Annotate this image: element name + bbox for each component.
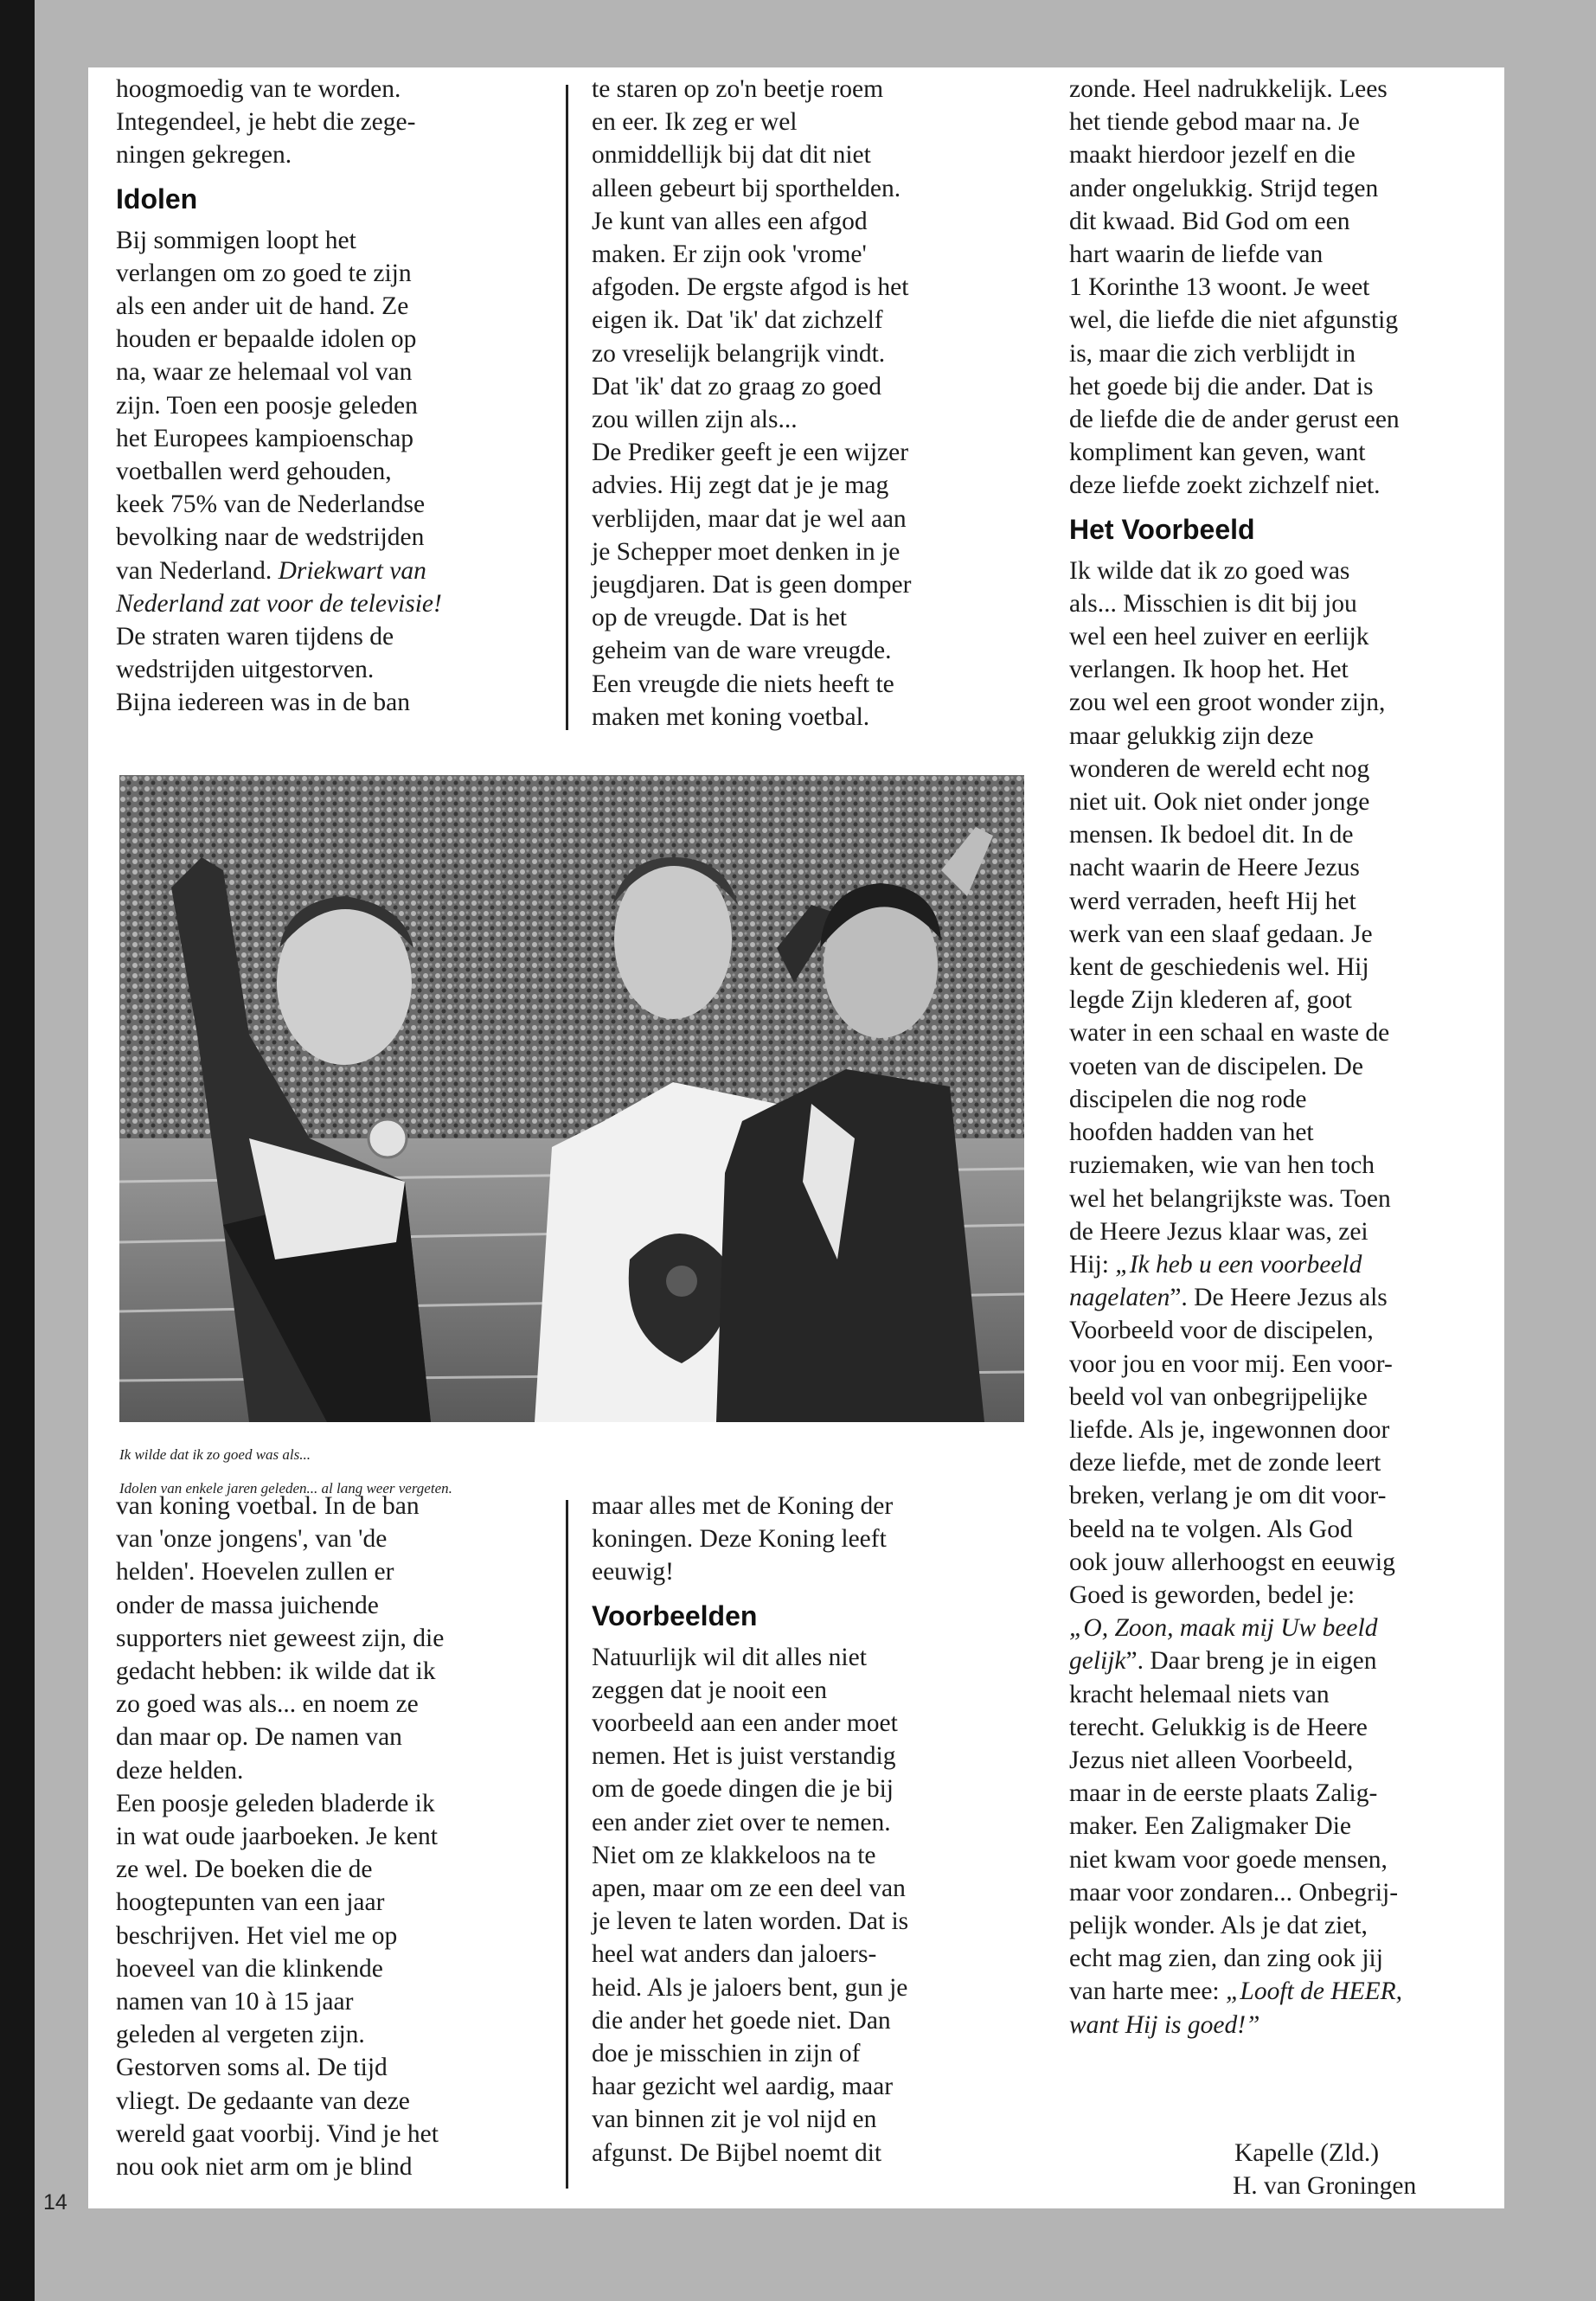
text-line: de liefde die de ander gerust een	[1069, 406, 1400, 434]
text-line: De straten waren tijdens de	[116, 623, 394, 651]
col3-line-gelijk	[1069, 1644, 1510, 1677]
text-line: Ik wilde dat ik zo goed was als...	[119, 1446, 311, 1463]
text-line: maar alles met de Koning der	[592, 1492, 894, 1520]
text-line: geleden al vergeten zijn.	[116, 2021, 365, 2049]
text-line: maken. Er zijn ook 'vrome'	[592, 240, 867, 269]
text-line: om de goede dingen die je bij	[592, 1775, 894, 1804]
italic-text: nagelaten	[1069, 1284, 1170, 1312]
text-line: kracht helemaal niets van	[1069, 1680, 1330, 1708]
text: Hij:	[1069, 1250, 1116, 1279]
col2-bottom-lines-a	[592, 1490, 1033, 1589]
text-line: pelijk wonder. Als je dat ziet,	[1069, 1911, 1368, 1939]
text-line: maar voor zondaren... Onbegrij-	[1069, 1878, 1399, 1907]
text-line: zou willen zijn als...	[592, 406, 798, 434]
heading-idolen: Idolen	[116, 183, 198, 215]
text-line: Jezus niet alleen Voorbeeld,	[1069, 1746, 1354, 1774]
text-line: zeggen dat je nooit een	[592, 1676, 827, 1704]
text-line: een ander ziet over te nemen.	[592, 1808, 891, 1836]
text-line: afgunst. De Bijbel noemt dit	[592, 2138, 882, 2167]
text-line: deze helden.	[116, 1756, 244, 1785]
text-line: ze wel. De boeken die de	[116, 1856, 373, 1884]
text-line: als een ander uit de hand. Ze	[116, 292, 409, 321]
text-line: water in een schaal en waste de	[1069, 1019, 1390, 1048]
column-1-top	[116, 73, 548, 720]
italic-text: gelijk	[1069, 1647, 1126, 1676]
text-line: kent de geschiedenis wel. Hij	[1069, 953, 1369, 982]
col1-line-televisie: Nederland zat voor de televisie!	[116, 589, 442, 618]
text-line: dan maar op. De namen van	[116, 1723, 402, 1752]
text-line: te staren op zo'n beetje roem	[592, 75, 884, 103]
col1-line-driekwart	[116, 554, 548, 587]
text-line: houden er bepaalde idolen op	[116, 325, 417, 354]
text-line: 1 Korinthe 13 woont. Je weet	[1069, 273, 1370, 302]
text-line: hoofden hadden van het	[1069, 1118, 1314, 1147]
text-line: Niet om ze klakkeloos na te	[592, 1841, 876, 1869]
text-line: na, waar ze helemaal vol van	[116, 358, 413, 387]
col3-line-zoon: „O, Zoon, maak mij Uw beeld	[1069, 1614, 1378, 1643]
col3-line-last: want Hij is goed!”	[1069, 2010, 1260, 2039]
text-line: apen, maar om ze een deel van	[592, 1875, 906, 1903]
text-line: beeld na te volgen. Als God	[1069, 1515, 1353, 1543]
text-line: niet kwam voor goede mensen,	[1069, 1845, 1388, 1874]
photo-podium-swimmers	[119, 775, 1024, 1422]
text-line: Natuurlijk wil dit alles niet	[592, 1643, 867, 1671]
text-line: Bijna iedereen was in de ban	[116, 689, 410, 717]
text-line: De Prediker geeft je een wijzer	[592, 439, 909, 467]
text-line: afgoden. De ergste afgod is het	[592, 273, 909, 302]
column-3	[1069, 73, 1510, 2041]
text-line: van koning voetbal. In de ban	[116, 1492, 420, 1520]
text-line: maar in de eerste plaats Zalig-	[1069, 1779, 1378, 1808]
italic-text: „Ik heb u een voorbeeld	[1115, 1250, 1362, 1279]
page-spine-shadow	[0, 0, 35, 2301]
text-line: Je kunt van alles een afgod	[592, 207, 868, 235]
text-line: heel wat anders dan jaloers-	[592, 1940, 877, 1969]
text-line: zonde. Heel nadrukkelijk. Lees	[1069, 75, 1388, 103]
text-line: Integendeel, je hebt die zege-	[116, 108, 416, 137]
signature-author: H. van Groningen	[1233, 2172, 1417, 2200]
text: van harte mee:	[1069, 1977, 1227, 2006]
photo-illustration	[119, 775, 1024, 1422]
text-line: alleen gebeurt bij sporthelden.	[592, 174, 901, 202]
text-line: koningen. Deze Koning leeft	[592, 1525, 887, 1554]
text-line: ruziemaken, wie van hen toch	[1069, 1151, 1375, 1180]
text-line: onder de massa juichende	[116, 1591, 379, 1619]
text-line: helden'. Hoevelen zullen er	[116, 1558, 394, 1586]
text-line: wedstrijden uitgestorven.	[116, 656, 375, 684]
text-line: maar gelukkig zijn deze	[1069, 721, 1314, 750]
col3-line-nagelaten	[1069, 1281, 1510, 1314]
heading-voorbeelden: Voorbeelden	[592, 1599, 758, 1631]
text-line: Ik wilde dat ik zo goed was	[1069, 556, 1350, 585]
text-line: hoogtepunten van een jaar	[116, 1888, 385, 1917]
text-line: hoeveel van die klinkende	[116, 1954, 383, 1983]
signature	[1233, 2137, 1416, 2202]
text-line: hart waarin de liefde van	[1069, 240, 1324, 269]
text-line: terecht. Gelukkig is de Heere	[1069, 1713, 1368, 1741]
text-line: verlangen om zo goed te zijn	[116, 259, 412, 287]
text-line: niet uit. Ook niet onder jonge	[1069, 788, 1370, 817]
column-2-bottom	[592, 1490, 1033, 2170]
text-line: die ander het goede niet. Dan	[592, 2006, 891, 2035]
text-line: deze liefde zoekt zichzelf niet.	[1069, 471, 1381, 500]
col3-line-hij	[1069, 1248, 1510, 1281]
text-line: wereld gaat voorbij. Vind je het	[116, 2119, 439, 2148]
text-line: wonderen de wereld echt nog	[1069, 754, 1370, 783]
column-2-top	[592, 73, 1033, 734]
col3-lines-c	[1069, 1314, 1510, 1612]
text-line: mensen. Ik bedoel dit. In de	[1069, 821, 1354, 849]
text-line: hoogmoedig van te worden.	[116, 75, 401, 103]
col2-bottom-lines-b	[592, 1641, 1033, 2170]
col1-idolen-lines	[116, 224, 548, 554]
text-line: kompliment kan geven, want	[1069, 439, 1366, 467]
text-line: nacht waarin de Heere Jezus	[1069, 854, 1360, 882]
text: ”. Daar breng je in eigen	[1125, 1647, 1377, 1676]
text-line: doe je misschien in zijn of	[592, 2040, 861, 2068]
text-line: zou wel een groot wonder zijn,	[1069, 689, 1386, 717]
text-line: maker. Een Zaligmaker Die	[1069, 1812, 1351, 1841]
text-line: ander ongelukkig. Strijd tegen	[1069, 174, 1379, 202]
text-line: vliegt. De gedaante van deze	[116, 2086, 410, 2115]
text-line: wel, die liefde die niet afgunstig	[1069, 306, 1399, 335]
text-line: werk van een slaaf gedaan. Je	[1069, 920, 1373, 948]
text: van Nederland.	[116, 556, 279, 585]
text-line: Een poosje geleden bladerde ik	[116, 1789, 435, 1817]
text-line: deze liefde, met de zonde leert	[1069, 1449, 1381, 1477]
text-line: echt mag zien, dan zing ook jij	[1069, 1945, 1383, 1973]
text-line: je Schepper moet denken in je	[592, 537, 901, 566]
text-line: werd verraden, heeft Hij het	[1069, 887, 1356, 915]
page-number: 14	[43, 2190, 67, 2214]
col1-top-lines	[116, 73, 548, 172]
text-line: in wat oude jaarboeken. Je kent	[116, 1823, 438, 1851]
col3-lines-d	[1069, 1678, 1510, 1976]
text-line: wel het belangrijkste was. Toen	[1069, 1184, 1391, 1213]
column-separator-top	[566, 85, 568, 730]
text-line: jeugdjaren. Dat is geen domper	[592, 571, 912, 599]
text-line: Bij sommigen loopt het	[116, 226, 356, 254]
text-line: van 'onze jongens', van 'de	[116, 1525, 388, 1554]
col3-lines-a	[1069, 73, 1510, 503]
text-line: Een vreugde die niets heeft te	[592, 670, 894, 698]
heading-het-voorbeeld: Het Voorbeeld	[1069, 513, 1255, 545]
col3-line-looft	[1069, 1975, 1510, 2008]
text-line: beeld vol van onbegrijpelijke	[1069, 1382, 1368, 1411]
text-line: supporters niet geweest zijn, die	[116, 1624, 445, 1652]
column-1-bottom	[116, 1490, 557, 2183]
signature-place: Kapelle (Zld.)	[1234, 2139, 1380, 2167]
col1-bottom-lines	[116, 1490, 557, 2183]
text-line: het Europees kampioenschap	[116, 424, 414, 452]
text-line: de Heere Jezus klaar was, zei	[1069, 1217, 1368, 1246]
text-line: je leven te laten worden. Dat is	[592, 1907, 909, 1936]
text-line: gedacht hebben: ik wilde dat ik	[116, 1657, 436, 1686]
text-line: Gestorven soms al. De tijd	[116, 2054, 388, 2082]
text-line: is, maar die zich verblijdt in	[1069, 339, 1356, 368]
text-line: geheim van de ware vreugde.	[592, 637, 892, 665]
text-line: het goede bij die ander. Dat is	[1069, 372, 1374, 401]
text-line: het tiende gebod maar na. Je	[1069, 108, 1360, 137]
column-separator-bottom	[566, 1500, 568, 2189]
text-line: bevolking naar de wedstrijden	[116, 523, 425, 552]
text-line: heid. Als je jaloers bent, gun je	[592, 1973, 908, 2002]
text-line: Voorbeeld voor de discipelen,	[1069, 1317, 1374, 1345]
text-line: liefde. Als je, ingewonnen door	[1069, 1415, 1390, 1444]
text-line: van binnen zit je vol nijd en	[592, 2106, 877, 2134]
text-line: maakt hierdoor jezelf en die	[1069, 141, 1356, 170]
text: ”. De Heere Jezus als	[1170, 1284, 1388, 1312]
text-line: voetballen werd gehouden,	[116, 458, 392, 486]
text-line: zijn. Toen een poosje geleden	[116, 391, 418, 420]
text-line: eeuwig!	[592, 1558, 675, 1586]
text-line: onmiddellijk bij dat dit niet	[592, 141, 871, 170]
italic-text: Driekwart van	[278, 556, 426, 585]
italic-text: „Looft de HEER,	[1226, 1977, 1403, 2006]
text-line: discipelen die nog rode	[1069, 1085, 1307, 1113]
text-line: en eer. Ik zeg er wel	[592, 108, 798, 137]
text-line: ningen gekregen.	[116, 141, 292, 170]
text-line: Idolen van enkele jaren geleden... al lang weer vergeten.	[119, 1480, 452, 1497]
text-line: beschrijven. Het viel me op	[116, 1921, 398, 1950]
text-line: zo goed was als... en noem ze	[116, 1690, 419, 1719]
text-line: breken, verlang je om dit voor-	[1069, 1482, 1387, 1510]
text-line: Goed is geworden, bedel je:	[1069, 1580, 1356, 1609]
text-line: nemen. Het is juist verstandig	[592, 1742, 896, 1771]
text-line: eigen ik. Dat 'ik' dat zichzelf	[592, 306, 883, 335]
text-line: zo vreselijk belangrijk vindt.	[592, 339, 886, 368]
text-line: Dat 'ik' dat zo graag zo goed	[592, 372, 882, 401]
text-line: op de vreugde. Dat is het	[592, 604, 847, 632]
text-line: wel een heel zuiver en eerlijk	[1069, 623, 1369, 651]
text-line: haar gezicht wel aardig, maar	[592, 2073, 894, 2101]
text-line: maken met koning voetbal.	[592, 702, 870, 731]
text-line: legde Zijn klederen af, goot	[1069, 986, 1352, 1015]
col1-idolen-lines-b	[116, 620, 548, 720]
text-line: verlangen. Ik hoop het. Het	[1069, 656, 1349, 684]
text-line: als... Misschien is dit bij jou	[1069, 589, 1357, 618]
text-line: voeten van de discipelen. De	[1069, 1052, 1363, 1080]
text-line: keek 75% van de Nederlandse	[116, 490, 426, 519]
text-line: voorbeeld aan een ander moet	[592, 1709, 898, 1738]
text-line: nou ook niet arm om je blind	[116, 2153, 413, 2182]
text-line: ook jouw allerhoogst en eeuwig	[1069, 1548, 1395, 1576]
text-line: namen van 10 à 15 jaar	[116, 1988, 354, 2016]
text-line: voor jou en voor mij. Een voor-	[1069, 1349, 1393, 1378]
col2-top-lines	[592, 73, 1033, 734]
text-line: dit kwaad. Bid God om een	[1069, 207, 1350, 235]
text-line: verblijden, maar dat je wel aan	[592, 504, 907, 533]
text-line: advies. Hij zegt dat je je mag	[592, 471, 889, 500]
col3-lines-b	[1069, 554, 1510, 1248]
